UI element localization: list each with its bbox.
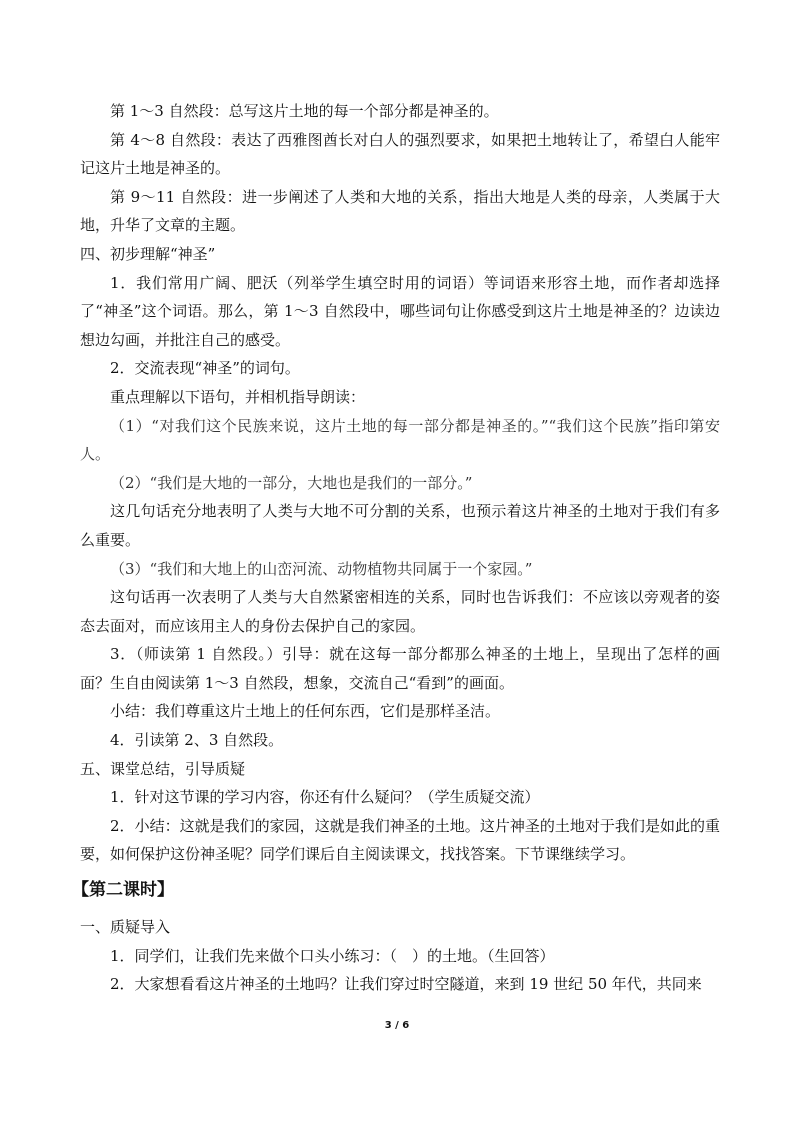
paragraph: 重点理解以下语句，并相机指导朗读：	[110, 387, 366, 406]
paragraph: 1．我们常用广阔、肥沃（列举学生填空时用的词语）等词语来形容土地，而作者却选择了“神圣”这个词语。那么，第 1～3 自然段中，哪些词句让你感受到这片土地是神圣的？边读边想边勾画，并批注自己的感受。	[80, 273, 720, 349]
paragraph: 2．交流表现“神圣”的词句。	[110, 359, 300, 378]
quote-paragraph: （3）“我们和大地上的山峦河流、动物植物共同属于一个家园。”	[110, 559, 533, 578]
paragraph: 这句话再一次表明了人类与大自然紧密相连的关系，同时也告诉我们：不应该以旁观者的姿态去面对，而应该用主人的身份去保护自己的家园。	[80, 588, 720, 635]
paragraph: 小结：我们尊重这片土地上的任何东西，它们是那样圣洁。	[110, 702, 501, 721]
lesson-title: 【第二课时】	[72, 880, 174, 901]
paragraph: 4．引读第 2、3 自然段。	[110, 731, 284, 750]
section-heading: 五、课堂总结，引导质疑	[80, 759, 246, 778]
paragraph: 2．大家想看看这片神圣的土地吗？让我们穿过时空隧道，来到 19 世纪 50 年代，共同来	[110, 975, 702, 994]
paragraph: 3．（师读第 1 自然段。）引导：就在这每一部分都那么神圣的土地上，呈现出了怎样的画面？生自由阅读第 1～3 自然段，想象，交流自己“看到”的画面。	[80, 645, 720, 692]
quote-paragraph: （2）“我们是大地的一部分，大地也是我们的一部分。”	[110, 473, 473, 492]
paragraph: 1．同学们，让我们先来做个口头小练习：（ ）的土地。（生回答）	[110, 946, 555, 965]
paragraph: 1．针对这节课的学习内容，你还有什么疑问？（学生质疑交流）	[110, 788, 540, 807]
document-body	[72, 97, 720, 999]
paragraph: 第 9～11 自然段：进一步阐述了人类和大地的关系，指出大地是人类的母亲，人类属于大地，升华了文章的主题。	[80, 187, 720, 235]
section-heading: 四、初步理解“神圣”	[80, 244, 216, 263]
paragraph: 第 4～8 自然段：表达了西雅图酋长对白人的强烈要求，如果把土地转让了，希望白人能牢记这片土地是神圣的。	[80, 130, 720, 178]
paragraph: 第 1～3 自然段：总写这片土地的每一个部分都是神圣的。	[110, 102, 499, 120]
quote-paragraph: （1）“对我们这个民族来说，这片土地的每一部分都是神圣的。”“我们这个民族”指印第安人。	[80, 416, 720, 464]
section-heading: 一、质疑导入	[80, 918, 171, 937]
page-number: 3 / 6	[384, 1020, 410, 1031]
paragraph: 这几句话充分地表明了人类与大地不可分割的关系，也预示着这片神圣的土地对于我们有多么重要。	[80, 502, 720, 549]
paragraph: 2．小结：这就是我们的家园，这就是我们神圣的土地。这片神圣的土地对于我们是如此的重要，如何保护这份神圣呢？同学们课后自主阅读课文，找找答案。下节课继续学习。	[80, 816, 720, 864]
